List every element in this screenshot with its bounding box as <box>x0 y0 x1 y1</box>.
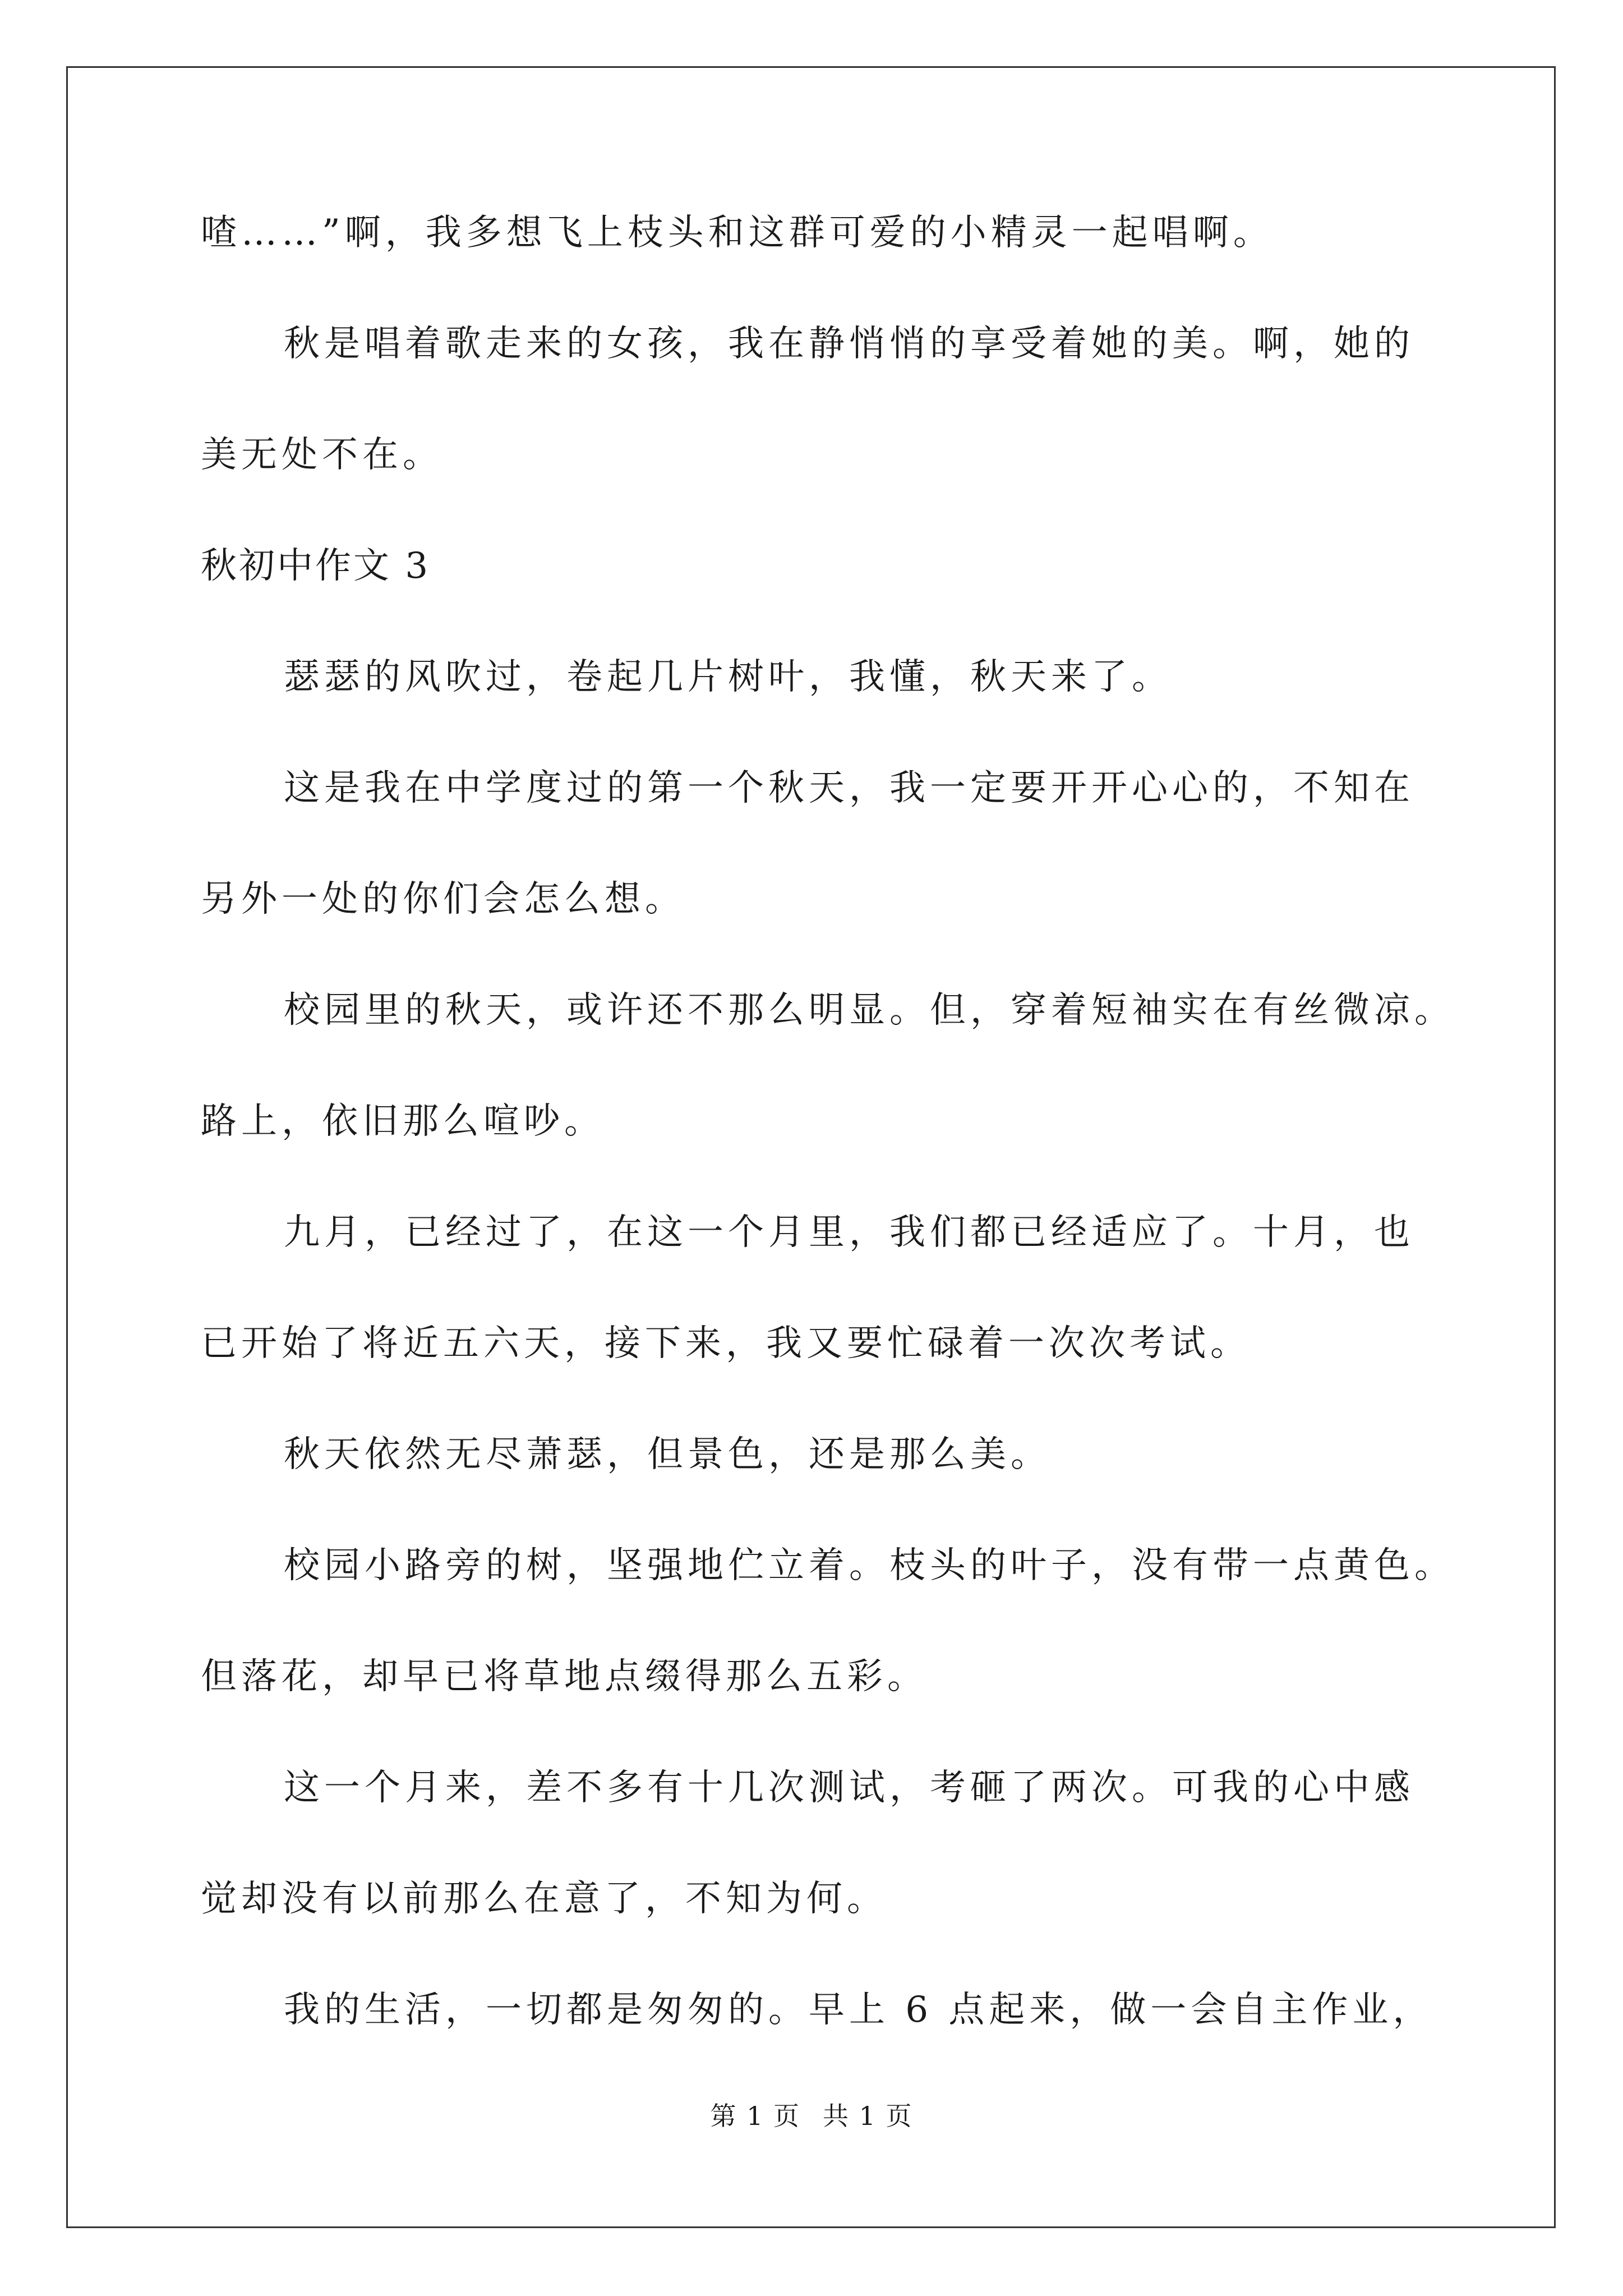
page-number-total: 共 1 页 <box>823 2101 913 2131</box>
text-line-11: 已开始了将近五六天，接下来，我又要忙碌着一次次考试。 <box>201 1323 1251 1364</box>
text-line-5: 瑟瑟的风吹过，卷起几片树叶，我懂，秋天来了。 <box>284 656 1172 698</box>
text-line-12: 秋天依然无尽萧瑟，但景色，还是那么美。 <box>284 1434 1051 1475</box>
text-line-10: 九月，已经过了，在这一个月里，我们都已经适应了。十月，也 <box>284 1212 1414 1253</box>
text-line-2: 秋是唱着歌走来的女孩，我在静悄悄的享受着她的美。啊，她的 <box>284 323 1414 365</box>
text-line-7: 另外一处的你们会怎么想。 <box>201 878 685 920</box>
page-footer <box>0 2099 1623 2133</box>
text-line-9: 路上，依旧那么喧吵。 <box>201 1101 605 1142</box>
text-line-16: 觉却没有以前那么在意了，不知为何。 <box>201 1878 887 1920</box>
document-body <box>201 208 1491 2096</box>
text-line-3: 美无处不在。 <box>201 434 443 476</box>
text-line-13: 校园小路旁的树，坚强地伫立着。枝头的叶子，没有带一点黄色。 <box>284 1545 1455 1586</box>
text-line-17: 我的生活，一切都是匆匆的。早上 6 点起来，做一会自主作业， <box>284 1989 1433 2031</box>
text-line-15: 这一个月来，差不多有十几次测试，考砸了两次。可我的心中感 <box>284 1767 1414 1809</box>
section-heading: 秋初中作文 3 <box>201 545 431 587</box>
text-line-6: 这是我在中学度过的第一个秋天，我一定要开开心心的，不知在 <box>284 767 1414 809</box>
text-line-1: 喳……”啊，我多想飞上枝头和这群可爱的小精灵一起唱啊。 <box>201 212 1274 254</box>
text-line-14: 但落花，却早已将草地点缀得那么五彩。 <box>201 1656 928 1697</box>
page-number-current: 第 1 页 <box>710 2101 800 2131</box>
text-line-8: 校园里的秋天，或许还不那么明显。但，穿着短袖实在有丝微凉。 <box>284 990 1455 1031</box>
